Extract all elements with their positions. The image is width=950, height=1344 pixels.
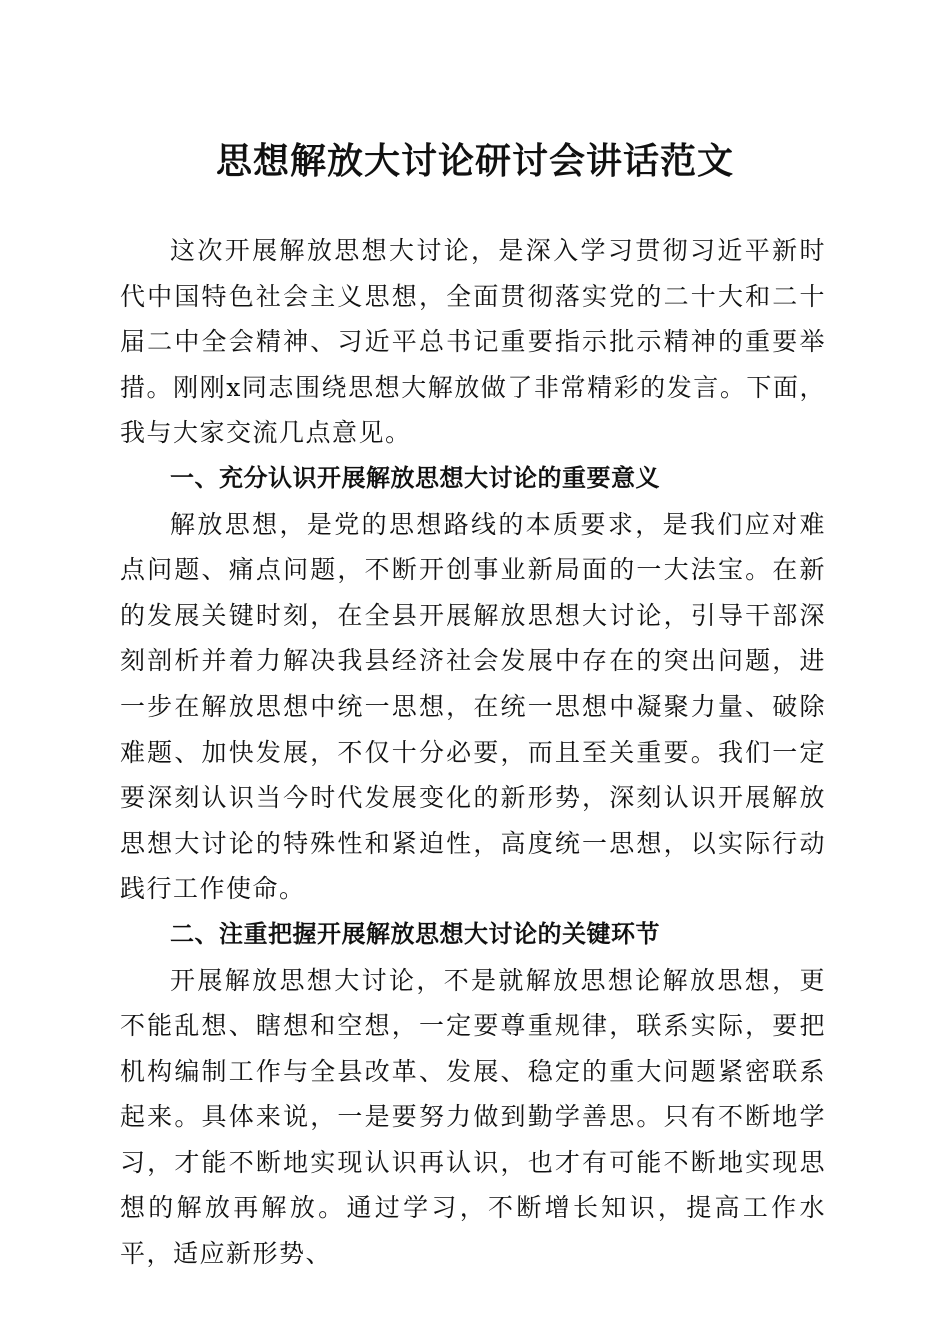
section-1-paragraph: 解放思想，是党的思想路线的本质要求，是我们应对难点问题、痛点问题，不断开创事业新局面的一大法宝。在新的发展关键时刻，在全县开展解放思想大讨论，引导干部深刻剖析并着力解决我县经济社会发展中存在的突出问题，进一步在解放思想中统一思想，在统一思想中凝聚力量、破除难题、加快发展，不仅十分必要，而且至关重要。我们一定要深刻认识当今时代发展变化的新形势，深刻认识开展解放思想大讨论的特殊性和紧迫性，高度统一思想，以实际行动践行工作使命。 (120, 509, 826, 904)
section-2-heading: 二、注重把握开展解放思想大讨论的关键环节 (170, 919, 660, 948)
section-2-paragraph: 开展解放思想大讨论，不是就解放思想论解放思想，更不能乱想、瞎想和空想，一定要尊重规律，联系实际，要把机构编制工作与全县改革、发展、稳定的重大问题紧密联系起来。具体来说，一是要努力做到勤学善思。只有不断地学习，才能不断地实现认识再认识，也才有可能不断地实现思想的解放再解放。通过学习，不断增长知识，提高工作水平，适应新形势、 (120, 965, 826, 1269)
document-title: 思想解放大讨论研讨会讲话范文 (215, 140, 734, 182)
document-body (120, 228, 826, 1277)
intro-paragraph: 这次开展解放思想大讨论，是深入学习贯彻习近平新时代中国特色社会主义思想，全面贯彻落实党的二十大和二十届二中全会精神、习近平总书记重要指示批示精神的重要举措。刚刚x同志围绕思想大解放做了非常精彩的发言。下面，我与大家交流几点意见。 (120, 236, 826, 448)
section-1-heading: 一、充分认识开展解放思想大讨论的重要意义 (170, 463, 660, 492)
